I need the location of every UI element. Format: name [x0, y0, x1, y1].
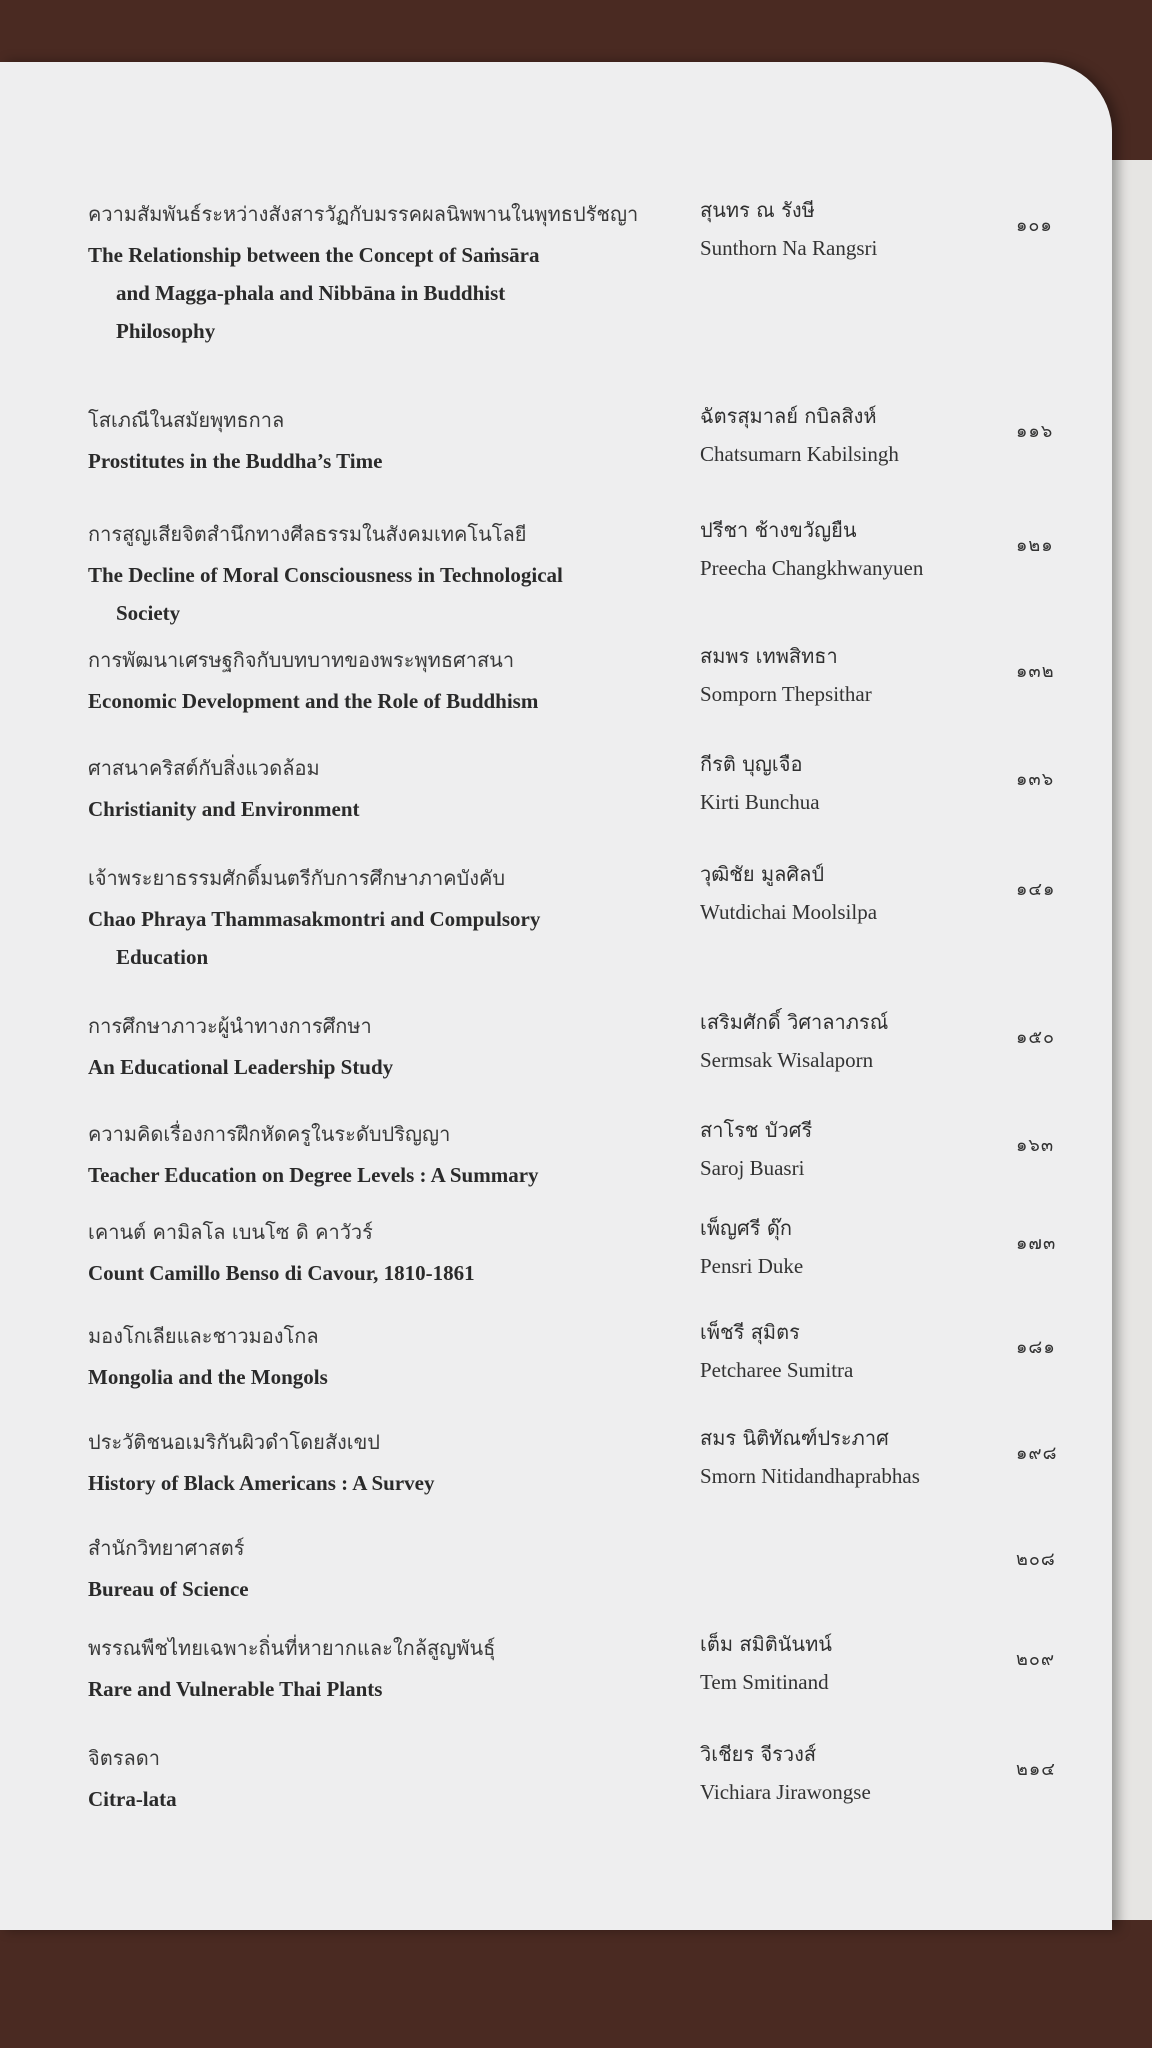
thai-title: พรรณพืชไทยเฉพาะถิ่นที่หายากและใกล้สูญพันธุ์: [88, 1636, 496, 1660]
thai-title: การศึกษาภาวะผู้นำทางการศึกษา: [88, 1014, 372, 1038]
english-title: [88, 1048, 678, 1086]
english-title: [88, 1156, 678, 1194]
english-title: [88, 1780, 678, 1818]
english-author: Preecha Changkhwanyuen: [700, 556, 924, 580]
english-title-line: Philosophy: [116, 319, 216, 343]
english-title-line: Christianity and Environment: [88, 797, 360, 821]
english-title-line: Prostitutes in the Buddha’s Time: [88, 449, 383, 473]
thai-author: เพ็ชรี สุมิตร: [700, 1320, 800, 1344]
english-author: Somporn Thepsithar: [700, 682, 872, 706]
thai-author: วิเชียร จีรวงส์: [700, 1742, 817, 1766]
thai-author: กีรติ บุญเจือ: [700, 752, 803, 776]
english-author: Petcharee Sumitra: [700, 1358, 854, 1382]
english-author: Kirti Bunchua: [700, 790, 820, 814]
thai-title: ความคิดเรื่องการฝึกหัดครูในระดับปริญญา: [88, 1122, 451, 1146]
english-title-line: Rare and Vulnerable Thai Plants: [88, 1677, 383, 1701]
thai-author: ปรีชา ช้างขวัญยืน: [700, 518, 857, 542]
english-title-line: and Magga-phala and Nibbāna in Buddhist: [116, 281, 506, 305]
english-title-line: Citra-lata: [88, 1787, 177, 1811]
page-number: ๑๕๐: [1016, 1027, 1056, 1048]
english-title: [88, 1670, 678, 1708]
english-title: [88, 1570, 678, 1608]
thai-title: สำนักวิทยาศาสตร์: [88, 1536, 245, 1560]
page-number: ๑๗๓: [1016, 1233, 1057, 1254]
thai-title: การสูญเสียจิตสำนึกทางศีลธรรมในสังคมเทคโนโลยี: [88, 522, 527, 546]
english-title: [88, 556, 678, 632]
english-author: Tem Smitinand: [700, 1670, 829, 1694]
thai-author: สมร นิติทัณฑ์ประภาศ: [700, 1426, 889, 1450]
english-author: Saroj Buasri: [700, 1156, 805, 1180]
english-author: Sunthorn Na Rangsri: [700, 236, 878, 260]
english-title: [88, 1464, 678, 1502]
thai-title: ศาสนาคริสต์กับสิ่งแวดล้อม: [88, 756, 320, 780]
thai-title: ความสัมพันธ์ระหว่างสังสารวัฏกับมรรคผลนิพพานในพุทธปรัชญา: [88, 202, 639, 226]
thai-author: สุนทร ณ รังษี: [700, 198, 815, 222]
english-author: Pensri Duke: [700, 1254, 804, 1278]
english-title-line: The Relationship between the Concept of Saṁsāra: [88, 243, 540, 267]
page-number: ๒๑๔: [1016, 1759, 1056, 1780]
thai-title: มองโกเลียและชาวมองโกล: [88, 1324, 319, 1348]
page-number: ๑๘๑: [1016, 1337, 1056, 1358]
page-number: ๑๒๑: [1016, 535, 1054, 556]
english-author: Smorn Nitidandhaprabhas: [700, 1464, 920, 1488]
english-title: [88, 1254, 678, 1292]
thai-title: จิตรลดา: [88, 1746, 160, 1770]
book-page: [0, 62, 1112, 1930]
page-number: ๑๓๒: [1016, 661, 1055, 682]
english-title-line: Teacher Education on Degree Levels : A Summary: [88, 1163, 539, 1187]
page-number: ๑๖๓: [1016, 1135, 1055, 1156]
english-author: Chatsumarn Kabilsingh: [700, 442, 899, 466]
thai-author: ฉัตรสุมาลย์ กบิลสิงห์: [700, 404, 877, 428]
english-title: [88, 442, 678, 480]
english-title: [88, 900, 678, 976]
page-number: ๑๐๑: [1016, 215, 1053, 236]
page-number: ๑๔๑: [1016, 879, 1056, 900]
thai-title: โสเภณีในสมัยพุทธกาล: [88, 408, 285, 432]
english-title-line: An Educational Leadership Study: [88, 1055, 394, 1079]
english-title: [88, 682, 678, 720]
english-title-line: Chao Phraya Thammasakmontri and Compulsory: [88, 907, 541, 931]
thai-author: เสริมศักดิ์ วิศาลาภรณ์: [700, 1010, 889, 1034]
english-title-line: Society: [116, 601, 181, 625]
page-number: ๒๐๙: [1016, 1649, 1056, 1670]
english-title-line: Bureau of Science: [88, 1577, 249, 1601]
thai-author: สาโรช บัวศรี: [700, 1118, 813, 1142]
english-title: [88, 790, 678, 828]
page-number: ๒๐๘: [1016, 1549, 1056, 1570]
thai-author: เพ็ญศรี ดุ๊ก: [700, 1216, 792, 1240]
english-title: [88, 236, 678, 350]
english-author: Vichiara Jirawongse: [700, 1780, 871, 1804]
thai-author: สมพร เทพสิทธา: [700, 644, 838, 668]
table-of-contents: [0, 62, 1112, 1930]
thai-author: วุฒิชัย มูลศิลป์: [700, 862, 825, 886]
english-title: [88, 1358, 678, 1396]
thai-title: การพัฒนาเศรษฐกิจกับบทบาทของพระพุทธศาสนา: [88, 648, 515, 672]
english-author: Sermsak Wisalaporn: [700, 1048, 874, 1072]
english-author: Wutdichai Moolsilpa: [700, 900, 878, 924]
page-number: ๑๑๖: [1016, 421, 1054, 442]
page-number: ๑๓๖: [1016, 769, 1055, 790]
english-title-line: The Decline of Moral Consciousness in Technological: [88, 563, 563, 587]
thai-title: เคานต์ คามิลโล เบนโซ ดิ คาวัวร์: [88, 1220, 373, 1244]
thai-author: เต็ม สมิตินันทน์: [700, 1632, 832, 1656]
english-title-line: Economic Development and the Role of Buddhism: [88, 689, 539, 713]
page-number: ๑๙๘: [1016, 1443, 1058, 1464]
thai-title: เจ้าพระยาธรรมศักดิ์มนตรีกับการศึกษาภาคบังคับ: [88, 866, 506, 890]
english-title-line: History of Black Americans : A Survey: [88, 1471, 435, 1495]
english-title-line: Count Camillo Benso di Cavour, 1810-1861: [88, 1261, 475, 1285]
english-title-line: Education: [116, 945, 209, 969]
thai-title: ประวัติชนอเมริกันผิวดำโดยสังเขป: [88, 1430, 380, 1454]
english-title-line: Mongolia and the Mongols: [88, 1365, 328, 1389]
